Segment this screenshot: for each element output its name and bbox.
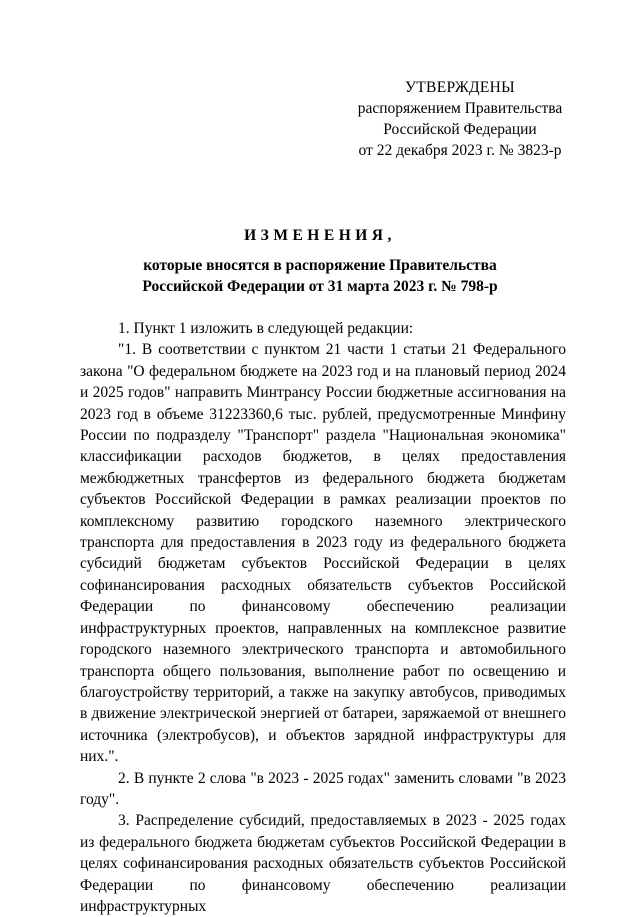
paragraph-1: 1. Пункт 1 изложить в следующей редакции: (118, 320, 414, 337)
document-body (80, 318, 566, 917)
approval-line-2: Российской Федерации (383, 121, 537, 138)
approval-block (340, 77, 580, 161)
approval-line-3: от 22 декабря 2023 г. № 3823-р (358, 142, 562, 159)
heading-line-2: Российской Федерации от 31 марта 2023 г. № 798-р (142, 278, 498, 295)
approval-title: УТВЕРЖДЕНЫ (405, 79, 515, 96)
paragraph-4: 3. Распределение субсидий, предоставляемых в 2023 - 2025 годах из федерального бюджета бюджетам субъектов Российской Федерации в целях софинансирования расходных обязательств субъектов Российской Федерации по финансовому обеспечению реализации инфраструктурных (80, 812, 566, 915)
paragraph-2: "1. В соответствии с пунктом 21 части 1 статьи 21 Федерального закона "О федеральном бюджете на 2023 год и на плановый период 2024 и 2025 годов" направить Минтрансу России бюджетные ассигнования на 2023 год в объеме 31223360,6 тыс. рублей, предусмотренные Минфину России по подразделу "Транспорт" раздела "Национальная экономика" классификации расходов бюджетов, в целях предоставления межбюджетных трансфертов из федерального бюджета бюджетам субъектов Российской Федерации в рамках реализации проектов по комплексному развитию городского наземного электрического транспорта для предоставления в 2023 году из федерального бюджета субсидий бюджетам субъектов Российской Федерации в целях софинансирования расходных обязательств субъектов Российской Федерации по финансовому обеспечению реализации инфраструктурных проектов, направленных на комплексное развитие городского наземного электрического транспорта и автомобильного транспорта общего пользования, выполнение работ по освещению и благоустройству территорий, а также на закупку автобусов, приводимых в движение электрической энергией от батареи, заряжаемой от внешнего источника (электробусов), и объектов зарядной инфраструктуры для них.". (80, 341, 566, 766)
heading-line-1: которые вносятся в распоряжение Правительства (143, 257, 497, 274)
heading-title: ИЗМЕНЕНИЯ, (244, 227, 396, 244)
approval-line-1: распоряжением Правительства (357, 100, 563, 117)
paragraph-3: 2. В пункте 2 слова "в 2023 - 2025 годах" заменить словами "в 2023 году". (80, 769, 566, 808)
document-heading (80, 225, 560, 297)
